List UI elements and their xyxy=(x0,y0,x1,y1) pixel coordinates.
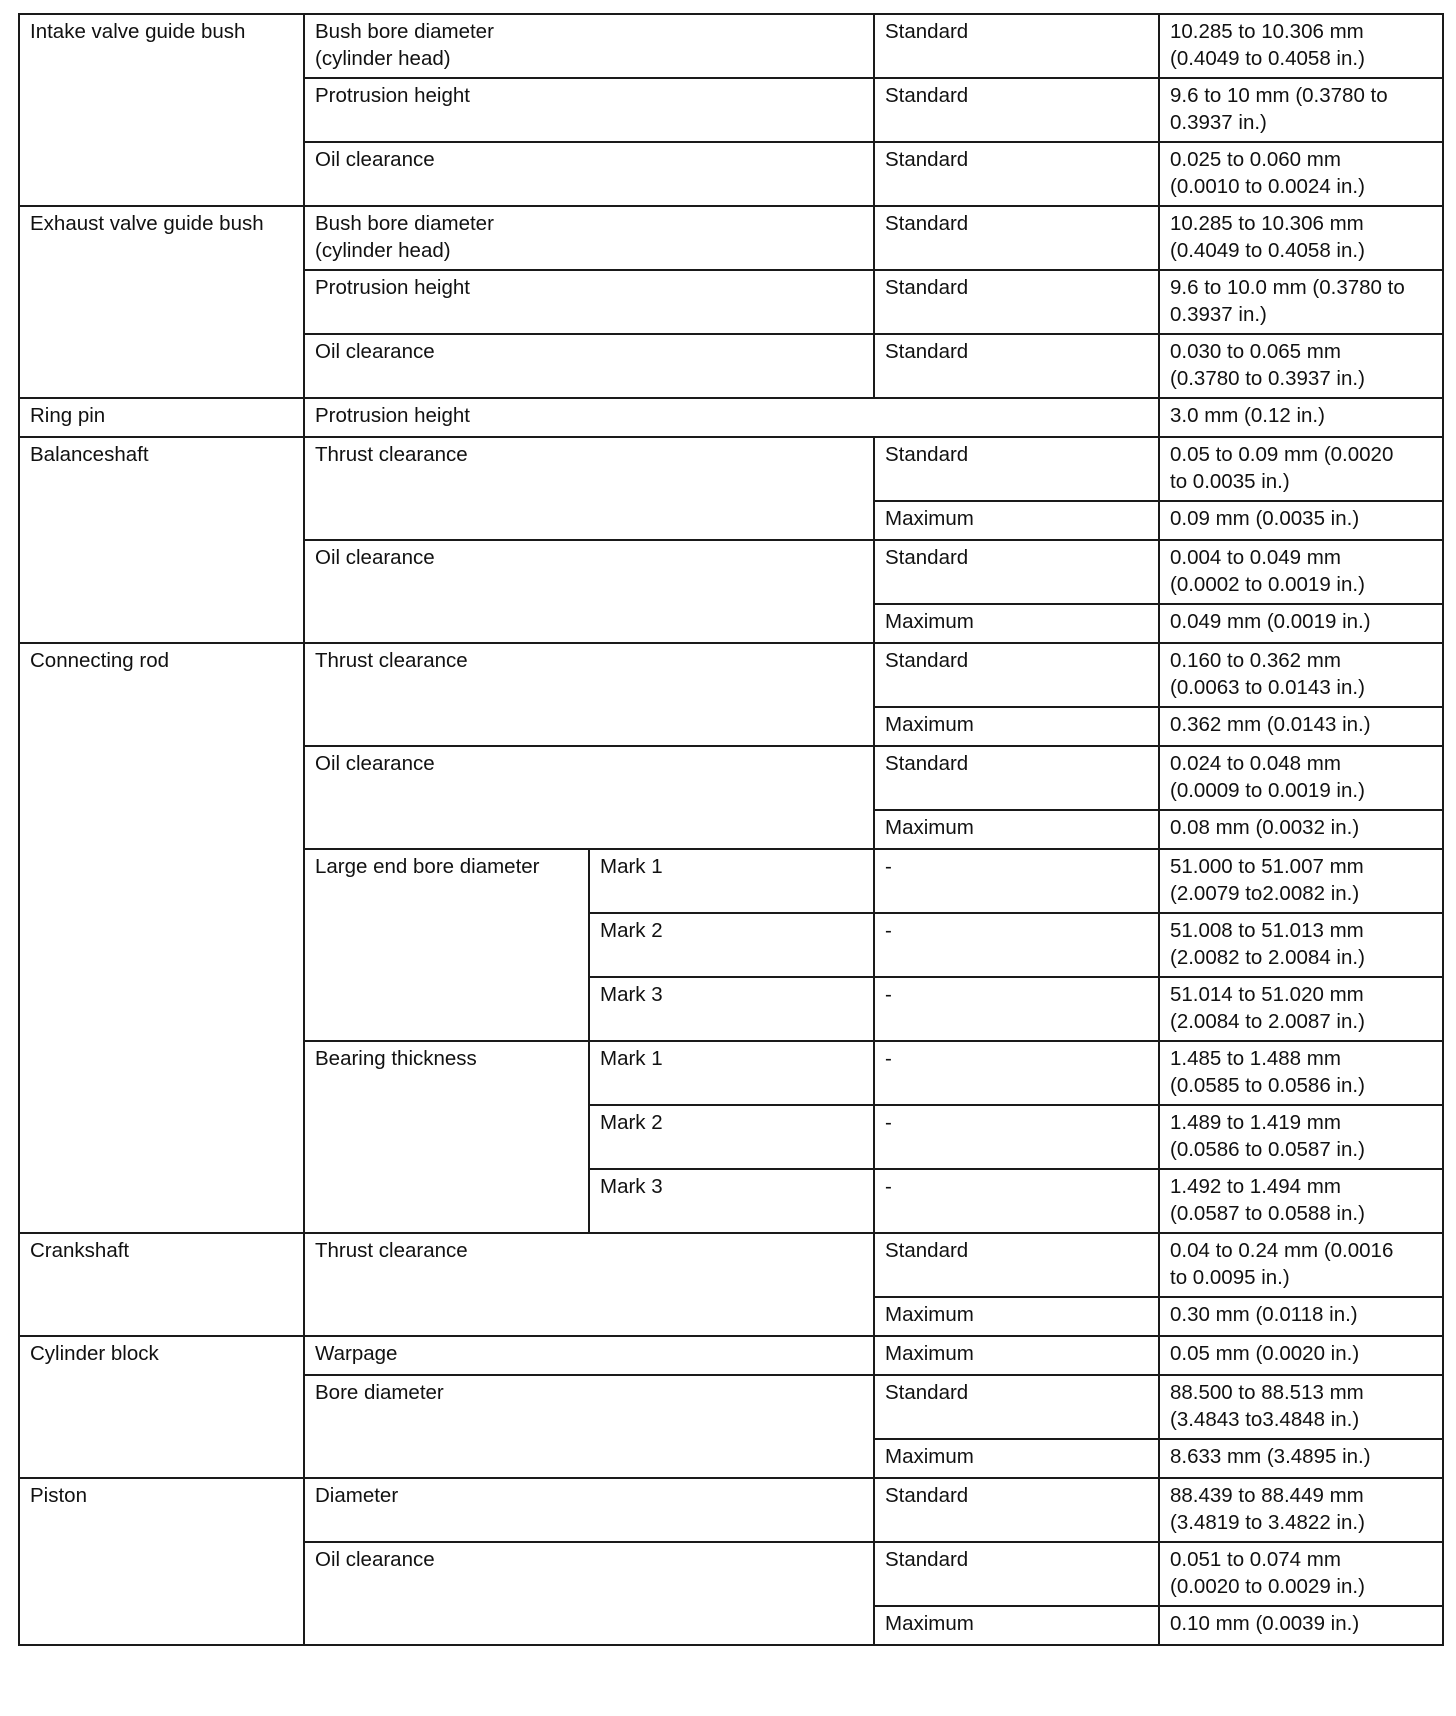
mark-cell: Mark 1 xyxy=(589,1041,874,1105)
condition-cell: - xyxy=(874,1041,1159,1105)
value-cell: 88.439 to 88.449 mm (3.4819 to 3.4822 in.) xyxy=(1159,1478,1443,1542)
value-cell: 1.489 to 1.419 mm (0.0586 to 0.0587 in.) xyxy=(1159,1105,1443,1169)
item-cell: Thrust clearance xyxy=(304,437,874,540)
condition-cell: Maximum xyxy=(874,810,1159,849)
condition-cell: Standard xyxy=(874,78,1159,142)
value-cell: 9.6 to 10 mm (0.3780 to 0.3937 in.) xyxy=(1159,78,1443,142)
condition-cell: Standard xyxy=(874,1375,1159,1439)
table-row xyxy=(19,437,1443,501)
table-row xyxy=(19,1478,1443,1542)
table-row xyxy=(19,1233,1443,1297)
value-cell: 0.30 mm (0.0118 in.) xyxy=(1159,1297,1443,1336)
item-cell: Protrusion height xyxy=(304,270,874,334)
mark-cell: Mark 2 xyxy=(589,1105,874,1169)
condition-cell: Maximum xyxy=(874,1606,1159,1645)
value-cell: 3.0 mm (0.12 in.) xyxy=(1159,398,1443,437)
condition-cell: Standard xyxy=(874,206,1159,270)
component-cell: Connecting rod xyxy=(19,643,304,1233)
item-cell: Oil clearance xyxy=(304,746,874,849)
condition-cell: - xyxy=(874,977,1159,1041)
item-cell: Protrusion height xyxy=(304,78,874,142)
table-row xyxy=(19,1336,1443,1375)
item-cell: Thrust clearance xyxy=(304,1233,874,1336)
condition-cell: Standard xyxy=(874,746,1159,810)
value-cell: 1.485 to 1.488 mm (0.0585 to 0.0586 in.) xyxy=(1159,1041,1443,1105)
value-cell: 0.362 mm (0.0143 in.) xyxy=(1159,707,1443,746)
component-cell: Piston xyxy=(19,1478,304,1645)
value-cell: 9.6 to 10.0 mm (0.3780 to 0.3937 in.) xyxy=(1159,270,1443,334)
condition-cell: Standard xyxy=(874,437,1159,501)
value-cell: 0.09 mm (0.0035 in.) xyxy=(1159,501,1443,540)
condition-cell: Standard xyxy=(874,1233,1159,1297)
item-cell: Oil clearance xyxy=(304,142,874,206)
mark-cell: Mark 1 xyxy=(589,849,874,913)
item-cell: Bush bore diameter (cylinder head) xyxy=(304,206,874,270)
table-row xyxy=(19,398,1443,437)
value-cell: 10.285 to 10.306 mm (0.4049 to 0.4058 in.) xyxy=(1159,14,1443,78)
condition-cell: Standard xyxy=(874,643,1159,707)
mark-cell: Mark 2 xyxy=(589,913,874,977)
item-cell: Thrust clearance xyxy=(304,643,874,746)
item-cell: Protrusion height xyxy=(304,398,1159,437)
component-cell: Balanceshaft xyxy=(19,437,304,643)
value-cell: 0.030 to 0.065 mm (0.3780 to 0.3937 in.) xyxy=(1159,334,1443,398)
condition-cell: Standard xyxy=(874,1478,1159,1542)
condition-cell: Maximum xyxy=(874,1439,1159,1478)
component-cell: Intake valve guide bush xyxy=(19,14,304,206)
condition-cell: Maximum xyxy=(874,604,1159,643)
value-cell: 0.004 to 0.049 mm (0.0002 to 0.0019 in.) xyxy=(1159,540,1443,604)
component-cell: Exhaust valve guide bush xyxy=(19,206,304,398)
item-cell: Bush bore diameter (cylinder head) xyxy=(304,14,874,78)
value-cell: 51.008 to 51.013 mm (2.0082 to 2.0084 in.) xyxy=(1159,913,1443,977)
value-cell: 0.10 mm (0.0039 in.) xyxy=(1159,1606,1443,1645)
item-cell: Oil clearance xyxy=(304,334,874,398)
condition-cell: - xyxy=(874,849,1159,913)
component-cell: Crankshaft xyxy=(19,1233,304,1336)
item-cell: Oil clearance xyxy=(304,1542,874,1645)
item-cell: Oil clearance xyxy=(304,540,874,643)
condition-cell: Maximum xyxy=(874,1336,1159,1375)
component-cell: Ring pin xyxy=(19,398,304,437)
value-cell: 0.024 to 0.048 mm (0.0009 to 0.0019 in.) xyxy=(1159,746,1443,810)
mark-cell: Mark 3 xyxy=(589,1169,874,1233)
mark-cell: Mark 3 xyxy=(589,977,874,1041)
item-cell: Large end bore diameter xyxy=(304,849,589,1041)
value-cell: 0.049 mm (0.0019 in.) xyxy=(1159,604,1443,643)
value-cell: 0.160 to 0.362 mm (0.0063 to 0.0143 in.) xyxy=(1159,643,1443,707)
condition-cell: Standard xyxy=(874,14,1159,78)
condition-cell: Standard xyxy=(874,142,1159,206)
value-cell: 0.051 to 0.074 mm (0.0020 to 0.0029 in.) xyxy=(1159,1542,1443,1606)
item-cell: Bore diameter xyxy=(304,1375,874,1478)
value-cell: 1.492 to 1.494 mm (0.0587 to 0.0588 in.) xyxy=(1159,1169,1443,1233)
value-cell: 51.000 to 51.007 mm (2.0079 to2.0082 in.) xyxy=(1159,849,1443,913)
value-cell: 0.05 mm (0.0020 in.) xyxy=(1159,1336,1443,1375)
value-cell: 88.500 to 88.513 mm (3.4843 to3.4848 in.) xyxy=(1159,1375,1443,1439)
value-cell: 10.285 to 10.306 mm (0.4049 to 0.4058 in.) xyxy=(1159,206,1443,270)
item-cell: Diameter xyxy=(304,1478,874,1542)
value-cell: 51.014 to 51.020 mm (2.0084 to 2.0087 in.) xyxy=(1159,977,1443,1041)
value-cell: 8.633 mm (3.4895 in.) xyxy=(1159,1439,1443,1478)
condition-cell: Standard xyxy=(874,540,1159,604)
value-cell: 0.04 to 0.24 mm (0.0016 to 0.0095 in.) xyxy=(1159,1233,1443,1297)
condition-cell: Maximum xyxy=(874,1297,1159,1336)
value-cell: 0.05 to 0.09 mm (0.0020 to 0.0035 in.) xyxy=(1159,437,1443,501)
engine-spec-table xyxy=(18,13,1444,1646)
condition-cell: Standard xyxy=(874,1542,1159,1606)
item-cell: Bearing thickness xyxy=(304,1041,589,1233)
item-cell: Warpage xyxy=(304,1336,874,1375)
condition-cell: Maximum xyxy=(874,501,1159,540)
table-row xyxy=(19,14,1443,78)
value-cell: 0.025 to 0.060 mm (0.0010 to 0.0024 in.) xyxy=(1159,142,1443,206)
condition-cell: - xyxy=(874,913,1159,977)
condition-cell: - xyxy=(874,1105,1159,1169)
condition-cell: Maximum xyxy=(874,707,1159,746)
condition-cell: Standard xyxy=(874,334,1159,398)
condition-cell: Standard xyxy=(874,270,1159,334)
condition-cell: - xyxy=(874,1169,1159,1233)
table-row xyxy=(19,206,1443,270)
value-cell: 0.08 mm (0.0032 in.) xyxy=(1159,810,1443,849)
component-cell: Cylinder block xyxy=(19,1336,304,1478)
table-row xyxy=(19,643,1443,707)
